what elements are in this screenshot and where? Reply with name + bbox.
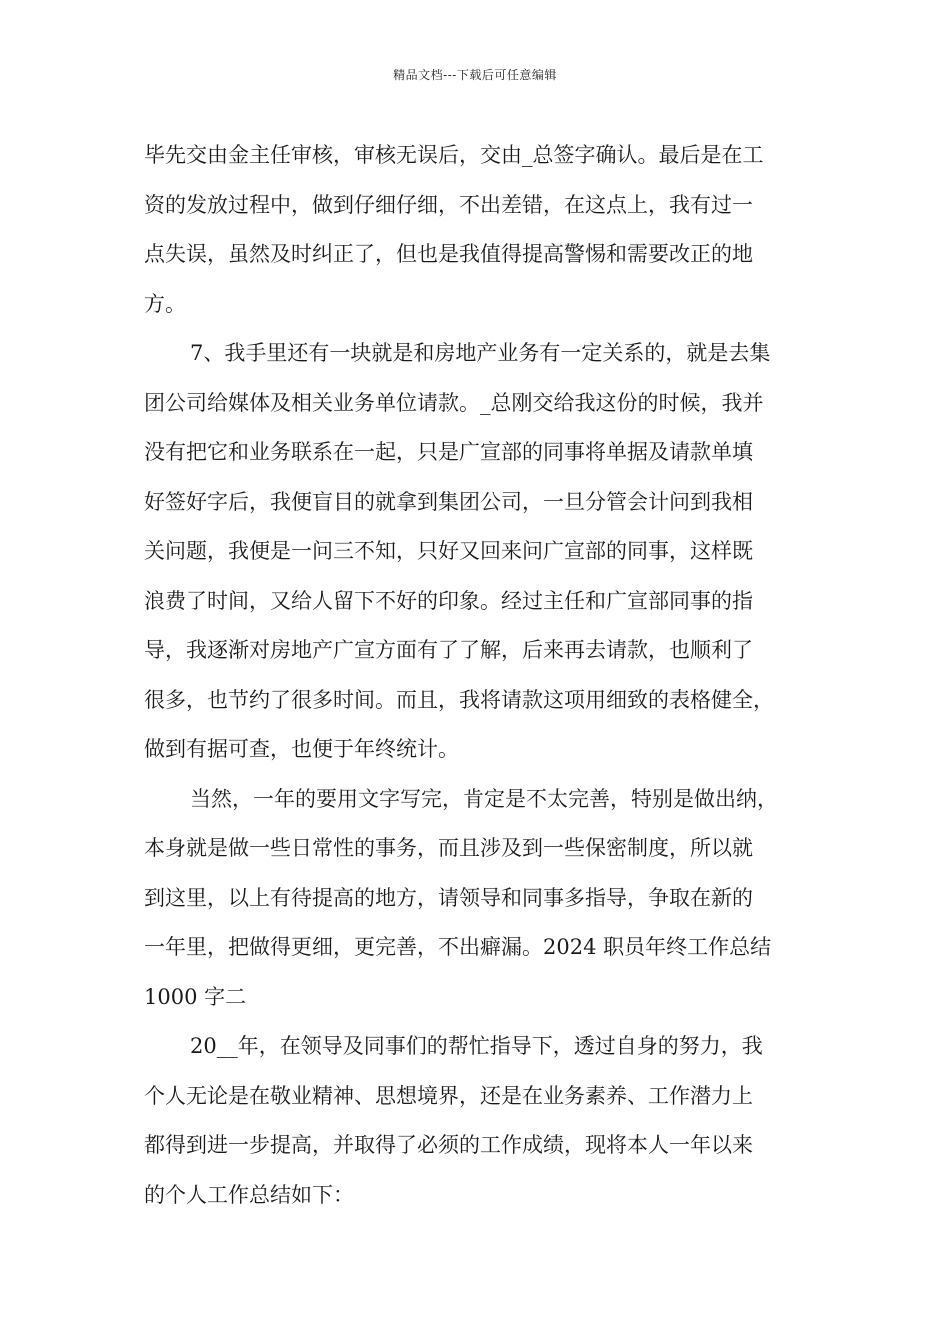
- text-line: 点失误，虽然及时纠正了，但也是我值得提高警惕和需要改正的地: [144, 242, 753, 266]
- text-line: 7、我手里还有一块就是和房地产业务有一定关系的，就是去集: [190, 341, 771, 365]
- text-line: 1000 字二: [144, 984, 247, 1009]
- text-line: 浪费了时间，又给人留下不好的印象。经过主任和广宣部同事的指: [144, 588, 753, 613]
- text-line: 个人无论是在敬业精神、思想境界，还是在业务素养、工作潜力上: [144, 1083, 753, 1108]
- text-line: 本身就是做一些日常性的事务，而且涉及到一些保密制度，所以就: [144, 836, 753, 860]
- body-text: [144, 131, 834, 1220]
- page-header: 精品文档---下载后可任意编辑: [393, 68, 557, 82]
- text-line: 关问题，我便是一问三不知，只好又回来问广宣部的同事，这样既: [144, 539, 753, 563]
- text-line: 毕先交由金主任审核，审核无误后，交由_总签字确认。最后是在工: [144, 143, 764, 167]
- text-line: 资的发放过程中，做到仔细仔细，不出差错，在这点上，我有过一: [144, 192, 753, 217]
- text-line: 团公司给媒体及相关业务单位请款。_总刚交给我这份的时候，我并: [144, 390, 764, 415]
- text-line: 很多，也节约了很多时间。而且，我将请款这项用细致的表格健全，: [144, 687, 774, 712]
- text-line: 没有把它和业务联系在一起，只是广宣部的同事将单据及请款单填: [144, 440, 753, 464]
- text-line: 当然，一年的要用文字写完，肯定是不太完善，特别是做出纳，: [190, 786, 778, 811]
- text-line: 20__年，在领导及同事们的帮忙指导下，透过自身的努力，我: [190, 1034, 763, 1058]
- text-line: 方。: [144, 291, 186, 316]
- text-line: 的个人工作总结如下：: [144, 1182, 354, 1207]
- text-line: 到这里，以上有待提高的地方，请领导和同事多指导，争取在新的: [144, 885, 753, 910]
- text-line: 做到有据可查，也便于年终统计。: [144, 737, 459, 761]
- text-line: 好签好字后，我便盲目的就拿到集团公司，一旦分管会计问到我相: [144, 489, 753, 514]
- text-line: 都得到进一步提高，并取得了必须的工作成绩，现将本人一年以来: [144, 1133, 753, 1157]
- text-line: 导，我逐渐对房地产广宣方面有了了解，后来再去请款，也顺利了: [144, 638, 753, 662]
- text-line: 一年里，把做得更细，更完善，不出癖漏。2024 职员年终工作总结: [144, 935, 772, 959]
